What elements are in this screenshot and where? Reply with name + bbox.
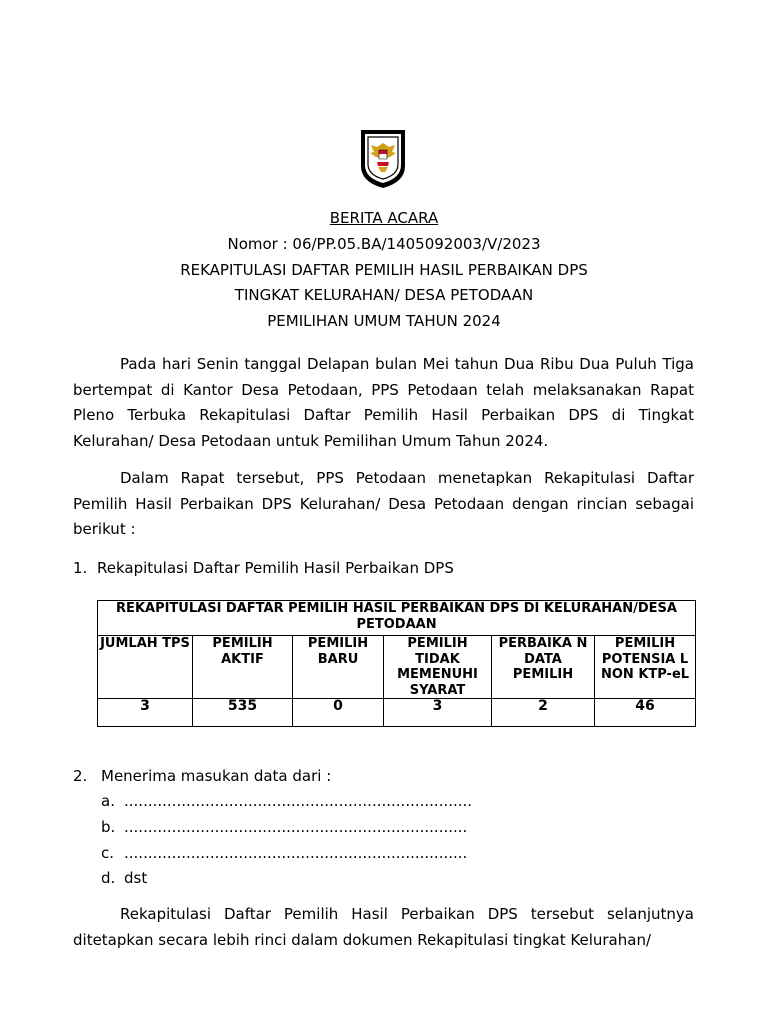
paragraph-closing: Rekapitulasi Daftar Pemilih Hasil Perbaikan DPS tersebut selanjutnya ditetapkan secara lebih rinci dalam dokumen Rekapitulasi tingkat Kelurahan/	[73, 905, 694, 949]
value-potensial-non-ktp: 46	[595, 699, 696, 727]
list-item-1-text: Rekapitulasi Daftar Pemilih Hasil Perbaikan DPS	[97, 559, 454, 577]
header-pemilih-tms: PEMILIH TIDAK MEMENUHI SYARAT	[384, 636, 492, 699]
sub-item-d-text: dst	[124, 869, 148, 887]
sub-item-b-text: ........................................................................	[124, 818, 468, 836]
subtitle-line-2: TINGKAT KELURAHAN/ DESA PETODAAN	[234, 286, 534, 304]
sub-item-a-label: a.	[101, 792, 115, 810]
list-item-2-number: 2.	[73, 767, 88, 785]
sub-item-c-label: c.	[101, 844, 115, 862]
kpu-garuda-logo-icon	[355, 126, 411, 190]
subtitle-line-3: PEMILIHAN UMUM TAHUN 2024	[267, 312, 501, 330]
subtitle-line-1: REKAPITULASI DAFTAR PEMILIH HASIL PERBAIKAN DPS	[180, 261, 588, 279]
value-pemilih-aktif: 535	[193, 699, 293, 727]
header-perbaikan-data: PERBAIKA N DATA PEMILIH	[492, 636, 595, 699]
sub-item-c-text: ........................................................................	[124, 844, 468, 862]
sub-item-a-text: .........................................................................	[124, 792, 473, 810]
document-title: BERITA ACARA	[329, 209, 439, 227]
header-pemilih-aktif: PEMILIH AKTIF	[193, 636, 293, 699]
sub-item-d-label: d.	[101, 869, 116, 887]
header-potensial-non-ktp: PEMILIH POTENSIA L NON KTP-eL	[595, 636, 696, 699]
sub-item-b-label: b.	[101, 818, 116, 836]
list-item-2-text: Menerima masukan data dari :	[101, 767, 332, 785]
value-perbaikan-data: 2	[492, 699, 595, 727]
value-pemilih-baru: 0	[293, 699, 384, 727]
list-item-1-number: 1.	[73, 559, 88, 577]
paragraph-decision: Dalam Rapat tersebut, PPS Petodaan menetapkan Rekapitulasi Daftar Pemilih Hasil Perbaikan DPS Kelurahan/ Desa Petodaan dengan rincian sebagai berikut :	[73, 469, 694, 539]
table-title: REKAPITULASI DAFTAR PEMILIH HASIL PERBAIKAN DPS DI KELURAHAN/DESA PETODAAN	[98, 601, 696, 636]
header-jumlah-tps: JUMLAH TPS	[98, 636, 193, 699]
paragraph-opening: Pada hari Senin tanggal Delapan bulan Mei tahun Dua Ribu Dua Puluh Tiga bertempat di Kantor Desa Petodaan, PPS Petodaan telah melaksanakan Rapat Pleno Terbuka Rekapitulasi Daftar Pemilih Hasil Perbaikan DPS di Tingkat Kelurahan/ Desa Petodaan untuk Pemilihan Umum Tahun 2024.	[73, 355, 694, 451]
header-pemilih-baru: PEMILIH BARU	[293, 636, 384, 699]
value-jumlah-tps: 3	[98, 699, 193, 727]
recap-table	[97, 600, 696, 727]
value-pemilih-tms: 3	[384, 699, 492, 727]
document-number: Nomor : 06/PP.05.BA/1405092003/V/2023	[227, 235, 541, 253]
